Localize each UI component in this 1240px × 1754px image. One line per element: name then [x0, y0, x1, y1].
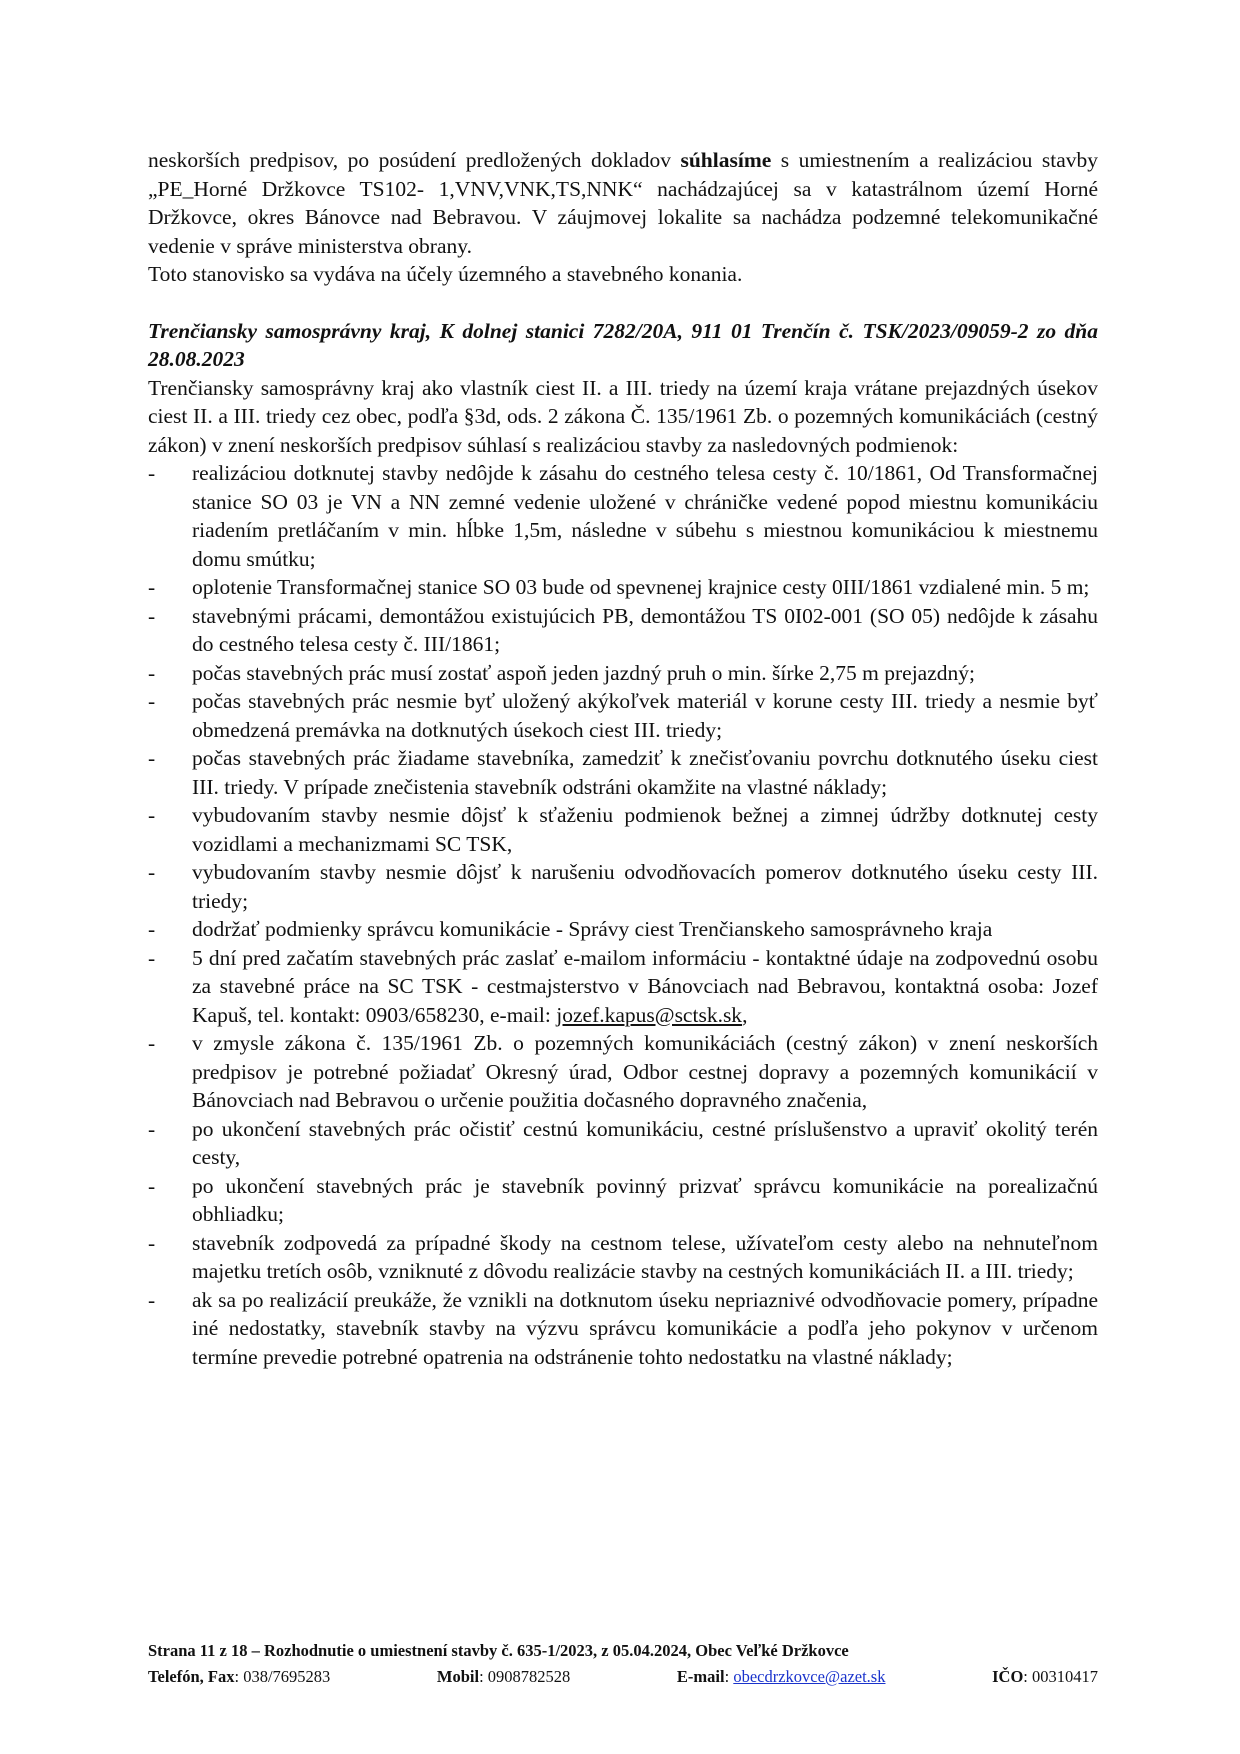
footer-email-link[interactable]: obecdrzkovce@azet.sk: [733, 1667, 886, 1686]
list-item: - vybudovaním stavby nesmie dôjsť k sťaženiu podmienok bežnej a zimnej údržby dotknutej cesty vozidlami a mechanizmami SC TSK,: [148, 803, 1098, 856]
spacer: [148, 289, 1098, 317]
list-item: - v zmysle zákona č. 135/1961 Zb. o pozemných komunikáciách (cestný zákon) v znení neskorších predpisov je potrebné požiadať Okresný úrad, Odbor cestnej dopravy a pozemných komunikácií v Bánovciach nad Bebravou o určenie použitia dočasného dopravného značenia,: [148, 1031, 1098, 1112]
list-item: - ak sa po realizácií preukáže, že vznikli na dotknutom úseku nepriaznivé odvodňovacie pomery, prípadne iné nedostatky, stavebník stavby na výzvu správcu komunikácie a podľa jeho pokynov v určenom termíne prevedie potrebné opatrenia na odstránenie tohto nedostatku na vlastné náklady;: [148, 1287, 1098, 1369]
list-item: - oplotenie Transformačnej stanice SO 03 bude od spevnenej krajnice cesty 0III/1861 vzdialené min. 5 m;: [148, 575, 1090, 599]
list-item: - po ukončení stavebných prác očistiť cestnú komunikáciu, cestné príslušenstvo a upraviť okolitý terén cesty,: [148, 1116, 1098, 1169]
list-item: - počas stavebných prác nesmie byť uložený akýkoľvek materiál v korune cesty III. triedy a nesmie byť obmedzená premávka na dotknutých úsekoch ciest III. triedy;: [148, 689, 1098, 742]
document-page: [148, 146, 1098, 1371]
intro-note: Toto stanovisko sa vydáva na účely územného a stavebného konania.: [148, 262, 743, 286]
footer-ico: IČO: 00310417: [992, 1667, 1098, 1686]
list-item: - počas stavebných prác musí zostať aspoň jeden jazdný pruh o min. šírke 2,75 m prejazdný;: [148, 660, 975, 685]
list-item: - stavebnými prácami, demontážou existujúcich PB, demontážou TS 0I02-001 (SO 05) nedôjde k zásahu do cestného telesa cesty č. III/1861;: [148, 603, 1098, 656]
section-lead: Trenčiansky samosprávny kraj ako vlastník ciest II. a III. triedy na území kraja vrátane prejazdných úsekov ciest II. a III. triedy cez obec, podľa §3d, ods. 2 zákona Č. 135/1961 Zb. o pozemných komunikáciách (cestný zákon) v znení neskorších predpisov súhlasí s realizáciou stavby za nasledovných podmienok:: [148, 375, 1098, 457]
list-item: - počas stavebných prác žiadame stavebníka, zamedziť k znečisťovaniu povrchu dotknutého úseku ciest III. triedy. V prípade znečistenia stavebník odstráni okamžite na vlastné náklady;: [148, 746, 1098, 799]
contact-email-link[interactable]: jozef.kapus@sctsk.sk: [556, 1002, 743, 1027]
footer-mobile: Mobil: 0908782528: [436, 1667, 571, 1686]
list-item: - stavebník zodpovedá za prípadné škody na cestnom telese, užívateľom cesty alebo na nehnuteľnom majetku tretích osôb, vzniknuté z dôvodu realizácie stavby na cestných komunikáciách II. a III. triedy;: [148, 1230, 1098, 1283]
intro-paragraph: [148, 146, 1098, 260]
intro-text-start: neskorších predpisov, po posúdení predložených dokladov: [148, 148, 681, 172]
conditions-list: [148, 459, 1098, 1371]
footer-contacts: [148, 1664, 1098, 1690]
list-item: - realizáciou dotknutej stavby nedôjde k zásahu do cestného telesa cesty č. 10/1861, Od Transformačnej stanice SO 03 je VN a NN zemné vedenie uložené v chráničke vedené popod miestnu komunikáciu riadením pretláčaním v min. hĺbke 1,5m, následne v súbehu s miestnou komunikáciou k miestnemu domu smútku;: [148, 461, 1098, 571]
footer-email: E-mail: obecdrzkovce@azet.sk: [676, 1667, 886, 1686]
list-item: - 5 dní pred začatím stavebných prác zaslať e-mailom informáciu - kontaktné údaje na zodpovednú osobu za stavebné práce na SC TSK - cestmajsterstvo v Bánovciach nad Bebravou, kontaktná osoba: Jozef Kapuš, tel. kontakt: 0903/658230, e-mail: jozef.kapus@sctsk.sk,: [148, 945, 1098, 1027]
footer-page-info: Strana 11 z 18 – Rozhodnutie o umiestnení stavby č. 635-1/2023, z 05.04.2024, Obec Veľké Držkovce: [148, 1641, 849, 1660]
list-item: - dodržať podmienky správcu komunikácie - Správy ciest Trenčianskeho samosprávneho kraja: [148, 917, 993, 941]
list-item: - po ukončení stavebných prác je stavebník povinný prizvať správcu komunikácie na porealizačnú obhliadku;: [148, 1173, 1098, 1226]
page-footer: [148, 1638, 1098, 1690]
intro-text-end: s umiestnením a realizáciou stavby „PE_Horné Držkovce TS102- 1,VNV,VNK,TS,NNK“ nachádzajúcej sa v katastrálnom území Horné Držkovce, okres Bánovce nad Bebravou. V záujmovej lokalite sa nachádza podzemné telekomunikačné vedenie v správe ministerstva obrany.: [148, 148, 1099, 258]
footer-phone: Telefón, Fax: 038/7695283: [148, 1667, 331, 1686]
list-item: - vybudovaním stavby nesmie dôjsť k narušeniu odvodňovacích pomerov dotknutého úseku cesty III. triedy;: [148, 860, 1098, 913]
section-heading: Trenčiansky samosprávny kraj, K dolnej stanici 7282/20A, 911 01 Trenčín č. TSK/2023/09059-2 zo dňa 28.08.2023: [148, 318, 1098, 371]
agreement-keyword: súhlasíme: [680, 148, 772, 172]
